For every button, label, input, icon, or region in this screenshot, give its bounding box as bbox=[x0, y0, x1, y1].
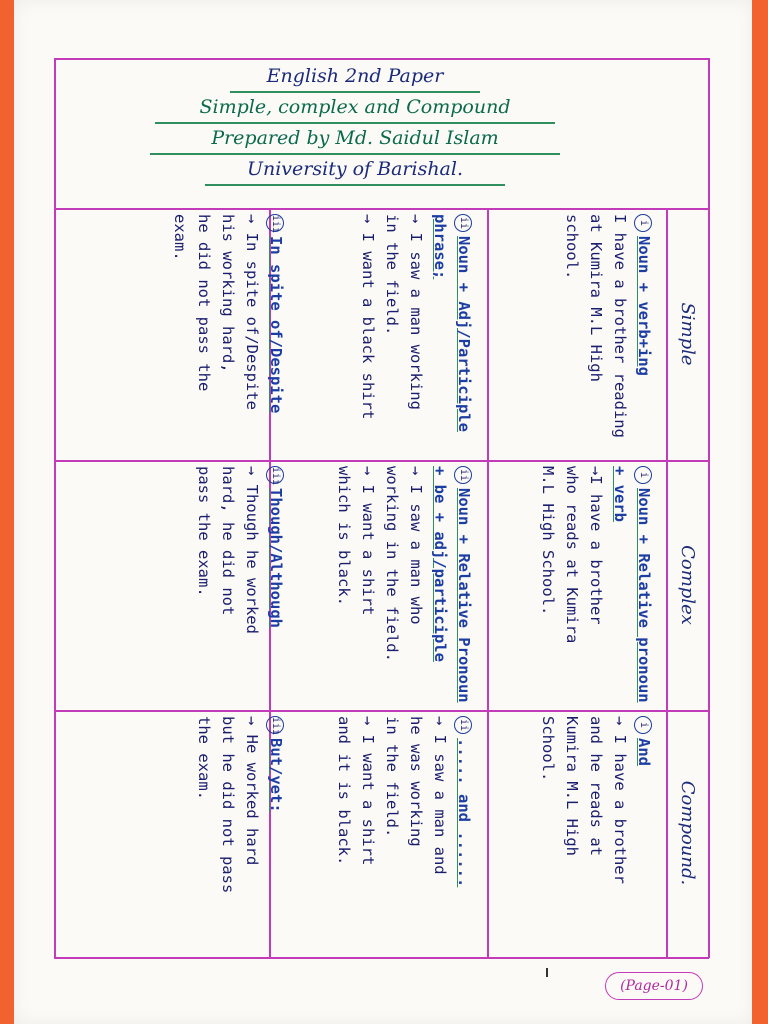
cell-compound-3 bbox=[192, 716, 288, 950]
example-line: →I have a brother bbox=[587, 466, 605, 625]
example-line: exam. bbox=[171, 214, 189, 261]
column-header-compound: Compound. bbox=[677, 780, 698, 886]
cell-simple-2 bbox=[356, 214, 476, 454]
cell-simple-1 bbox=[560, 214, 656, 454]
example-line: and he reads at bbox=[587, 716, 605, 856]
example-line: hard, he did not bbox=[219, 466, 237, 616]
example-line: → Though he worked bbox=[243, 466, 261, 634]
example-line: but he did not pass bbox=[219, 716, 237, 894]
example-line: he was working bbox=[407, 716, 425, 847]
example-line: → I saw a man who bbox=[407, 466, 425, 625]
item-number: ii bbox=[455, 716, 473, 734]
item-number: iii bbox=[267, 466, 285, 484]
example-line: → He worked hard bbox=[243, 716, 261, 866]
rule-label: Noun + verb+ing bbox=[635, 236, 653, 376]
rule-label: Though/Although bbox=[267, 488, 285, 628]
item-number: i bbox=[635, 716, 653, 734]
example-line: Kumira M.L High bbox=[563, 716, 581, 856]
rule-label: And bbox=[635, 738, 653, 766]
sentence-table bbox=[62, 208, 708, 956]
item-number: i bbox=[635, 214, 653, 232]
right-margin-line bbox=[708, 58, 710, 958]
example-line: working in the field. bbox=[383, 466, 401, 662]
example-line: → In spite of/Despite bbox=[243, 214, 261, 410]
heading-university: University of Barishal. bbox=[246, 158, 463, 180]
example-line: → I have a brother bbox=[611, 716, 629, 884]
example-line: his working hard, bbox=[219, 214, 237, 373]
cell-compound-2 bbox=[332, 716, 476, 950]
example-line: → I want a shirt bbox=[359, 716, 377, 866]
table-bottom-line bbox=[54, 957, 709, 959]
left-margin-line bbox=[54, 58, 56, 958]
example-line: I have a brother reading bbox=[611, 214, 629, 438]
column-header-simple: Simple bbox=[677, 302, 698, 366]
example-line: and it is black. bbox=[335, 716, 353, 866]
heading-prepared-by: Prepared by Md. Saidul Islam bbox=[211, 127, 499, 149]
cell-complex-1 bbox=[536, 466, 656, 704]
example-line: → I want a shirt bbox=[359, 466, 377, 616]
cell-complex-2 bbox=[332, 466, 476, 704]
example-line: in the field. bbox=[383, 716, 401, 838]
example-line: → I want a black shirt bbox=[359, 214, 377, 420]
item-number: iii bbox=[267, 716, 285, 734]
heading-underline bbox=[205, 184, 505, 186]
item-number: ii bbox=[455, 466, 473, 484]
item-number: ii bbox=[455, 214, 473, 232]
example-line: who reads at Kumira bbox=[563, 466, 581, 644]
pen-mark bbox=[546, 968, 548, 977]
rule-label: Noun + Relative Pronoun + be + adj/participle bbox=[431, 466, 473, 703]
example-line: M.L High School. bbox=[539, 466, 557, 616]
item-number: iii bbox=[267, 214, 285, 232]
example-line: school. bbox=[563, 214, 581, 280]
example-line: the exam. bbox=[195, 716, 213, 800]
page-number: (Page-01) bbox=[605, 972, 703, 1000]
column-header-complex: Complex bbox=[677, 545, 698, 625]
example-line: → I saw a man working bbox=[407, 214, 425, 410]
example-line: at Kumira M.L High bbox=[587, 214, 605, 382]
example-line: he did not pass the bbox=[195, 214, 213, 392]
example-line: → I saw a man and bbox=[431, 716, 449, 875]
item-number: i bbox=[635, 466, 653, 484]
rule-label: But/yet: bbox=[267, 738, 285, 813]
example-line: which is black. bbox=[335, 466, 353, 606]
cell-simple-3 bbox=[168, 214, 288, 454]
page-heading bbox=[135, 62, 575, 186]
rule-label: ..... and ...... bbox=[455, 738, 473, 888]
rule-label: In spite of/Despite bbox=[267, 236, 285, 414]
top-margin-line bbox=[54, 58, 709, 60]
rule-label: Noun + Relative pronoun + verb bbox=[611, 466, 653, 703]
rule-label: Noun + Adj/Participle phrase; bbox=[431, 214, 473, 432]
example-line: School. bbox=[539, 716, 557, 782]
cell-complex-3 bbox=[192, 466, 288, 704]
cell-compound-1 bbox=[536, 716, 656, 950]
example-line: pass the exam. bbox=[195, 466, 213, 597]
example-line: in the field. bbox=[383, 214, 401, 336]
heading-subtitle: Simple, complex and Compound bbox=[199, 96, 511, 118]
heading-title: English 2nd Paper bbox=[266, 65, 444, 87]
